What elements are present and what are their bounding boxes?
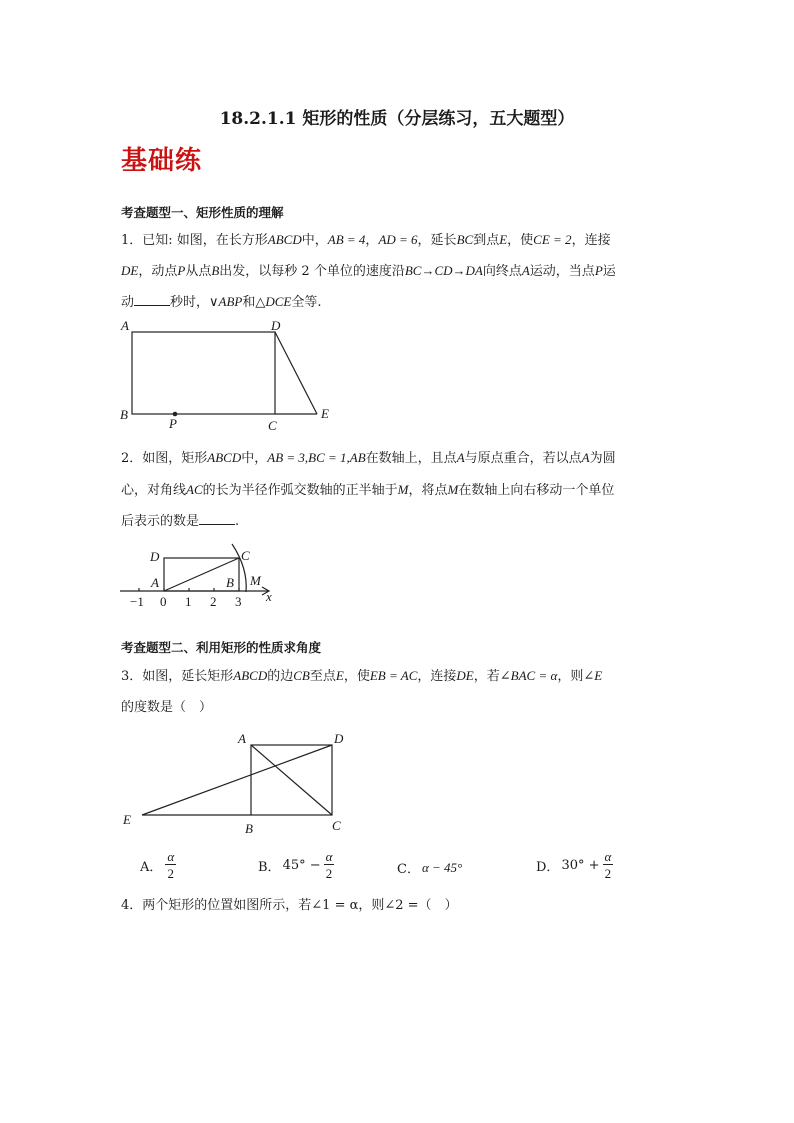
page-title: 18.2.1.1 矩形的性质（分层练习，五大题型） — [219, 109, 575, 129]
fig1-label-c: C — [268, 418, 277, 433]
option-b[interactable]: B． 45° − $\frac{\alpha}{2}$ — [258, 849, 333, 881]
fig2-tick-label: 1 — [185, 594, 192, 609]
question-3-line-2: 的度数是（ ） — [121, 700, 213, 715]
fig3-label-b: B — [245, 821, 253, 836]
fig1-label-d: D — [271, 318, 281, 333]
fig3-label-a: A — [238, 731, 246, 746]
fig2-tick-label: 2 — [210, 594, 217, 609]
fig2-tick-label: −1 — [130, 594, 144, 609]
question-1-line-1: 1．已知: 如图，在长方形ABCD中，AB = 4，AD = 6，延长BC到点E，使CE = 2，连接 — [121, 232, 611, 248]
fig1-label-b: B — [120, 407, 128, 422]
fig3-label-e: E — [123, 812, 131, 827]
fig1-label-a: A — [121, 318, 129, 333]
section-banner: 基础练 — [121, 146, 203, 176]
fig2-label-d: D — [150, 549, 160, 564]
fig1-segment-de — [275, 332, 317, 414]
fig2-label-x: x — [266, 589, 272, 604]
fig1-rect-abcd — [132, 332, 275, 414]
fig2-tick-label: 3 — [235, 594, 242, 609]
figure-3-rectangle — [116, 726, 356, 838]
fig3-segment-de — [142, 745, 332, 815]
question-2-line-1: 2．如图，矩形ABCD中，AB = 3,BC = 1,AB在数轴上，且点A与原点重合，若以点A为圆 — [121, 450, 616, 466]
fig3-diagonal-ac — [251, 745, 332, 815]
option-d[interactable]: D． 30° + $\frac{\alpha}{2}$ — [536, 849, 612, 881]
fig2-tick-label: 0 — [160, 594, 167, 609]
question-1-line-3: 动 秒时，∨ABP和△DCE全等. — [121, 294, 322, 310]
fig2-label-c: C — [241, 548, 250, 563]
answer-blank[interactable] — [199, 512, 235, 525]
option-c[interactable]: C． α − 45° — [397, 859, 463, 877]
question-2-line-2: 心，对角线AC的长为半径作弧交数轴的正半轴于M，将点M在数轴上向右移动一个单位 — [121, 482, 615, 498]
question-1-line-2: DE，动点P从点B出发，以每秒 2 个单位的速度沿BC→CD→DA向终点A运动，当点P运 — [121, 263, 616, 279]
fig1-label-e: E — [321, 406, 329, 421]
fig3-label-c: C — [332, 818, 341, 833]
fig3-label-d: D — [334, 731, 344, 746]
option-a[interactable]: A． $\frac{\alpha}{2}$ — [140, 849, 175, 881]
question-3-line-1: 3．如图，延长矩形ABCD的边CB至点E，使EB = AC，连接DE，若∠BAC = α，则∠E — [121, 668, 603, 684]
fig2-label-a: A — [151, 575, 159, 590]
fig2-label-m: M — [250, 573, 261, 588]
answer-blank[interactable] — [134, 293, 170, 306]
section-heading-2: 考查题型二、利用矩形的性质求角度 — [121, 640, 322, 655]
question-2-line-3: 后表示的数是 . — [121, 514, 240, 529]
figure-2-number-line — [116, 540, 286, 610]
figure-1-rectangle — [112, 315, 342, 435]
question-4-line-1: 4．两个矩形的位置如图所示，若∠1 = α，则∠2 =（ ） — [121, 898, 458, 913]
fig2-label-b: B — [226, 575, 234, 590]
fig1-label-p: P — [169, 416, 177, 431]
section-heading-1: 考查题型一、矩形性质的理解 — [121, 205, 284, 220]
